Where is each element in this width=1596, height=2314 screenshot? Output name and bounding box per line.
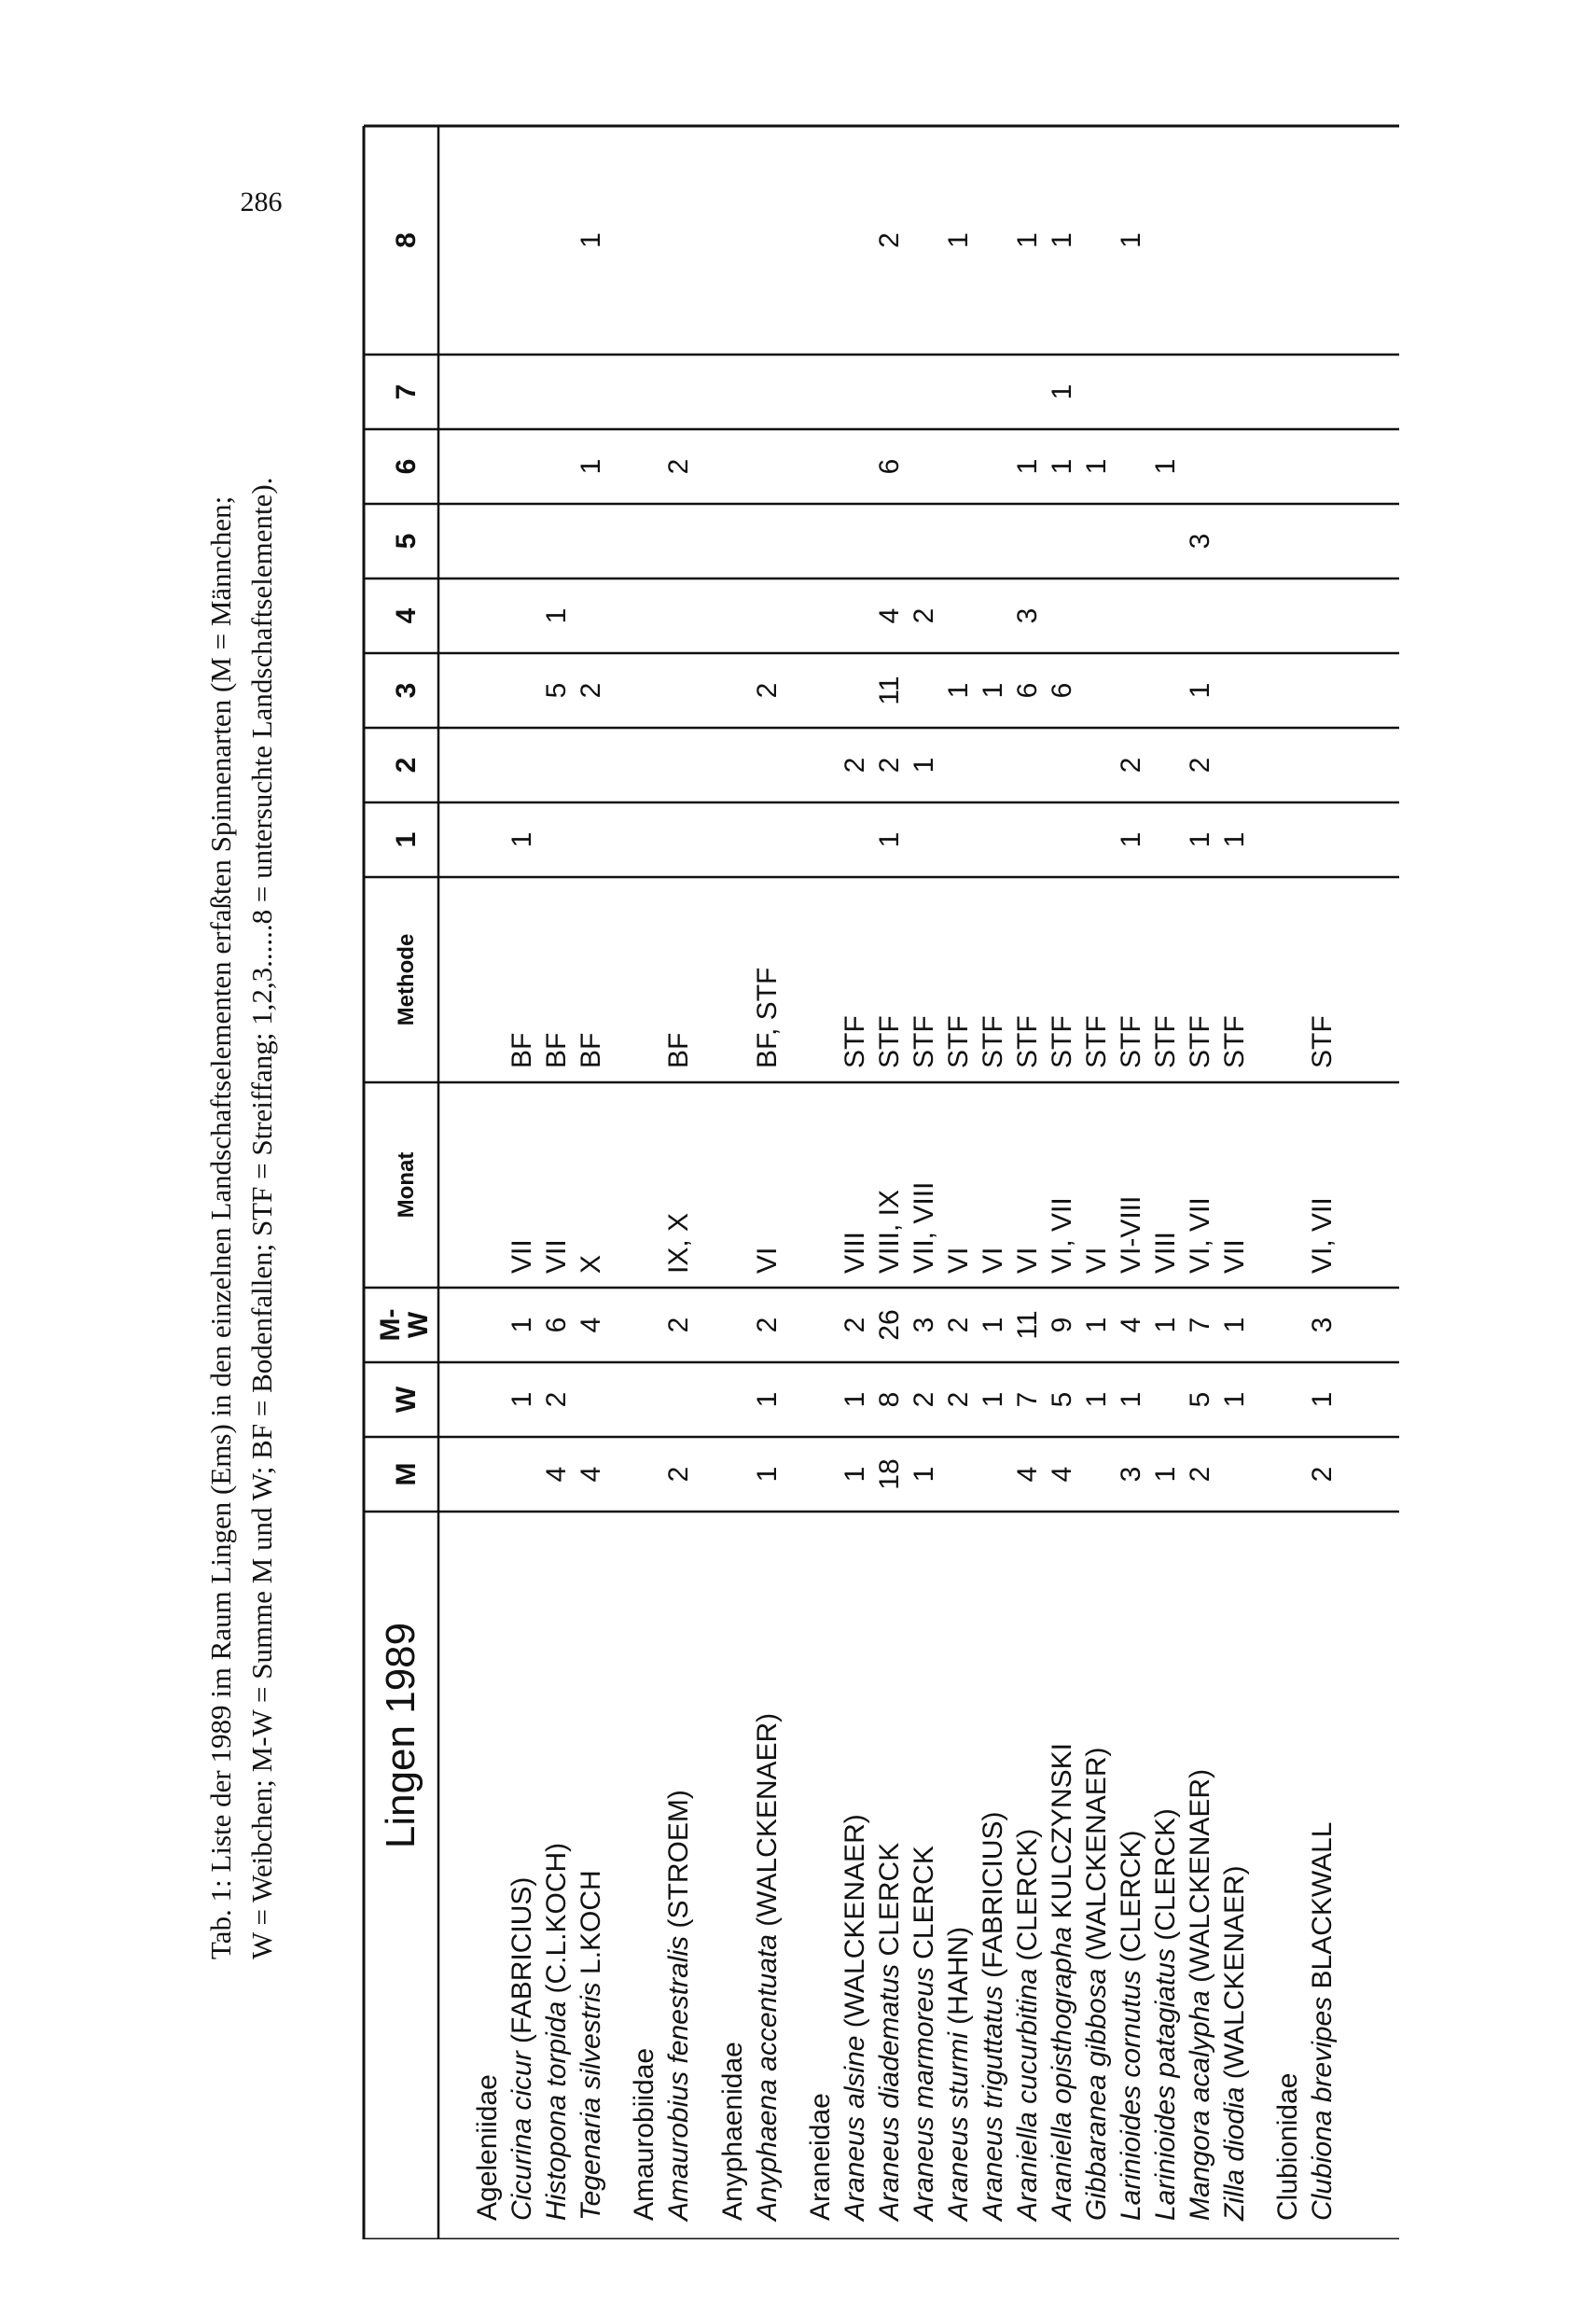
row-3-10-monat: VI, VII: [1185, 1197, 1216, 1274]
row-3-2-w: 2: [909, 1391, 940, 1408]
row-3-6-site-3: 6: [1047, 682, 1078, 699]
row-3-4-genus: Araneus triguttatus: [978, 1986, 1009, 2221]
row-0-2-genus: Tegenaria silvestris: [576, 1982, 606, 2221]
row-3-11-author: (WALCKENAER): [1219, 1865, 1251, 2080]
row-0-0-author: (FABRICIUS): [507, 1876, 537, 2043]
row-2-0-methode: BF, STF: [751, 967, 783, 1068]
row-3-5-site-3: 6: [1012, 682, 1044, 699]
row-3-3-genus: Araneus sturmi: [943, 2032, 975, 2221]
row-3-7-w: 1: [1081, 1391, 1113, 1408]
row-3-0-m: 1: [840, 1466, 871, 1483]
row-3-0-w: 1: [840, 1391, 871, 1408]
row-0-1-m: 4: [541, 1466, 572, 1483]
row-3-3-author: (HAHN): [943, 1926, 975, 2025]
header-col-4: Methode: [394, 933, 419, 1026]
row-1-0-author: (STROEM): [663, 1790, 695, 1929]
page-number: 286: [240, 187, 283, 217]
rotated-page: [0, 93, 1399, 2239]
row-3-8-w: 1: [1116, 1391, 1147, 1408]
row-3-10-methode: STF: [1185, 1015, 1216, 1068]
row-1-0-monat: IX, X: [663, 1212, 695, 1274]
row-0-2-author: L.KOCH: [576, 1870, 606, 1974]
row-3-6-monat: VI, VII: [1047, 1197, 1078, 1274]
row-3-4-author: (FABRICIUS): [978, 1811, 1009, 1978]
row-1-0-methode: BF: [663, 1032, 695, 1068]
row-3-4-mw: 1: [978, 1317, 1009, 1333]
header-col-9: 5: [391, 533, 422, 550]
header-col-5: 1: [391, 831, 422, 848]
row-0-2-species: [575, 1870, 608, 2221]
row-3-3-species: [942, 1927, 976, 2221]
row-0-0-monat: VII: [507, 1239, 537, 1274]
row-3-9-monat: VIII: [1150, 1231, 1182, 1274]
row-3-8-methode: STF: [1116, 1015, 1147, 1068]
row-0-1-w: 2: [541, 1391, 572, 1408]
header-col-8: 4: [391, 607, 422, 624]
header-col-0: M: [391, 1462, 422, 1486]
row-3-10-m: 2: [1185, 1466, 1216, 1483]
row-3-8-site-2: 2: [1116, 757, 1147, 774]
row-3-3-site-3: 1: [943, 682, 975, 699]
row-3-0-mw: 2: [840, 1317, 871, 1333]
row-1-0-m: 2: [663, 1466, 695, 1483]
row-4-0-mw: 3: [1307, 1317, 1339, 1333]
row-3-4-methode: STF: [978, 1015, 1009, 1068]
row-0-0-w: 1: [507, 1391, 537, 1408]
row-3-9-species: [1149, 1808, 1183, 2221]
row-3-7-species: [1080, 1748, 1114, 2221]
row-3-11-genus: Zilla diodia: [1219, 2086, 1251, 2221]
row-3-6-author: KULCZYNSKI: [1047, 1743, 1078, 1919]
row-3-1-m: 18: [874, 1458, 906, 1490]
row-3-11-mw: 1: [1219, 1317, 1251, 1333]
row-3-1-species: [873, 1843, 907, 2221]
row-3-11-site-1: 1: [1219, 831, 1251, 848]
row-2-0-w: 1: [751, 1391, 783, 1408]
row-3-2-mw: 3: [909, 1317, 940, 1333]
row-3-2-site-2: 1: [909, 757, 940, 774]
row-0-2-site-6: 1: [576, 458, 606, 475]
row-3-9-methode: STF: [1150, 1015, 1182, 1068]
row-0-1-site-3: 5: [541, 682, 572, 699]
row-3-1-w: 8: [874, 1391, 906, 1408]
row-3-3-methode: STF: [943, 1015, 975, 1068]
row-3-9-mw: 1: [1150, 1317, 1182, 1333]
row-3-8-mw: 4: [1116, 1317, 1147, 1333]
row-3-10-site-5: 3: [1185, 533, 1216, 550]
row-3-3-monat: VI: [943, 1247, 975, 1274]
header-col-2: M-W: [375, 1308, 434, 1342]
header-col-12: 8: [391, 232, 422, 248]
row-3-7-mw: 1: [1081, 1317, 1113, 1333]
row-3-5-monat: VI: [1012, 1247, 1044, 1274]
row-3-9-site-6: 1: [1150, 458, 1182, 475]
family-4: Clubionidae: [1272, 2072, 1304, 2221]
header-col-11: 7: [391, 383, 422, 400]
row-0-1-species: [540, 1843, 574, 2221]
row-3-5-genus: Araniella cucurbitina: [1012, 1968, 1044, 2221]
row-3-10-genus: Mangora acalypha: [1185, 1990, 1216, 2221]
row-4-0-monat: VI, VII: [1307, 1197, 1339, 1274]
caption-line-1: Tab. 1: Liste der 1989 im Raum Lingen (Ems) in den einzelnen Landschaftselementen erfaßten Spinnenarten (M = Männchen;: [204, 495, 237, 1959]
row-3-1-genus: Araneus diadematus: [874, 1963, 906, 2221]
family-1: Amaurobiidae: [629, 2047, 660, 2221]
row-3-8-site-8: 1: [1116, 232, 1147, 248]
row-3-6-methode: STF: [1047, 1015, 1078, 1068]
row-3-2-author: CLERCK: [909, 1846, 940, 1959]
row-3-5-methode: STF: [1012, 1015, 1044, 1068]
row-3-1-site-2: 2: [874, 757, 906, 774]
row-3-10-w: 5: [1185, 1391, 1216, 1408]
row-3-0-monat: VIII: [840, 1231, 871, 1274]
header-col-1: W: [391, 1386, 422, 1414]
row-3-4-monat: VI: [978, 1247, 1009, 1274]
row-3-6-site-8: 1: [1047, 232, 1078, 248]
row-3-5-m: 4: [1012, 1466, 1044, 1483]
row-0-1-methode: BF: [541, 1032, 572, 1068]
row-4-0-w: 1: [1307, 1391, 1339, 1408]
row-3-8-genus: Larinioides cornutus: [1116, 1970, 1147, 2221]
family-2: Anyphaenidae: [716, 2042, 748, 2221]
row-3-9-genus: Larinioides patagiatus: [1150, 1948, 1182, 2221]
row-0-2-m: 4: [576, 1466, 606, 1483]
row-3-0-methode: STF: [840, 1015, 871, 1068]
row-0-1-mw: 6: [541, 1317, 572, 1333]
row-0-0-site-1: 1: [507, 831, 537, 848]
row-3-1-author: CLERCK: [874, 1842, 906, 1957]
row-3-7-author: (WALCKENAER): [1081, 1747, 1113, 1961]
row-3-5-species: [1011, 1829, 1045, 2221]
row-3-10-site-3: 1: [1185, 682, 1216, 699]
row-3-10-site-1: 1: [1185, 831, 1216, 848]
row-1-0-species: [662, 1790, 696, 2221]
row-0-1-site-4: 1: [541, 607, 572, 624]
row-3-6-site-7: 1: [1047, 383, 1078, 400]
row-0-2-monat: X: [576, 1254, 606, 1274]
row-3-11-methode: STF: [1219, 1015, 1251, 1068]
family-3: Araneidae: [805, 2093, 837, 2221]
family-0: Ageleniidae: [472, 2074, 503, 2221]
row-3-5-site-4: 3: [1012, 607, 1044, 624]
row-4-0-author: BLACKWALL: [1307, 1821, 1339, 1989]
row-3-3-site-8: 1: [943, 232, 975, 248]
row-3-1-mw: 26: [874, 1309, 906, 1341]
row-3-8-species: [1115, 1830, 1148, 2221]
row-3-1-site-3: 11: [874, 676, 906, 705]
row-3-10-mw: 7: [1185, 1317, 1216, 1333]
row-3-2-monat: VII, VIII: [909, 1181, 940, 1274]
row-3-6-m: 4: [1047, 1466, 1078, 1483]
row-3-2-genus: Araneus marmoreus: [909, 1967, 940, 2221]
row-1-0-mw: 2: [663, 1317, 695, 1333]
row-2-0-species: [751, 1713, 784, 2221]
row-3-2-site-4: 2: [909, 607, 940, 624]
row-3-2-species: [908, 1846, 941, 2221]
table-title: Lingen 1989: [378, 1622, 423, 1849]
row-3-1-monat: VIII, IX: [874, 1189, 906, 1274]
row-1-0-site-6: 2: [663, 458, 695, 475]
row-0-1-author: (C.L.KOCH): [541, 1842, 572, 1994]
row-0-1-genus: Histopona torpida: [541, 2000, 572, 2221]
row-3-5-mw: 11: [1012, 1310, 1044, 1340]
row-1-0-genus: Amaurobius fenestralis: [663, 1935, 695, 2221]
row-2-0-genus: Anyphaena accentuata: [751, 1934, 783, 2221]
row-3-2-m: 1: [909, 1466, 940, 1483]
row-3-10-author: (WALCKENAER): [1185, 1768, 1216, 1983]
row-3-3-mw: 2: [943, 1317, 975, 1333]
row-3-5-site-8: 1: [1012, 232, 1044, 248]
row-3-11-w: 1: [1219, 1391, 1251, 1408]
row-3-11-species: [1218, 1865, 1252, 2221]
row-3-10-site-2: 2: [1185, 757, 1216, 774]
row-3-1-methode: STF: [874, 1015, 906, 1068]
row-3-8-site-1: 1: [1116, 831, 1147, 848]
row-3-1-site-6: 6: [874, 458, 906, 475]
row-3-7-methode: STF: [1081, 1015, 1113, 1068]
row-4-0-species: [1306, 1822, 1339, 2221]
row-3-7-genus: Gibbaranea gibbosa: [1081, 1968, 1113, 2221]
row-3-11-monat: VII: [1219, 1239, 1251, 1274]
row-2-0-mw: 2: [751, 1317, 783, 1333]
row-0-0-methode: BF: [507, 1032, 537, 1068]
row-3-9-author: (CLERCK): [1150, 1808, 1182, 1941]
row-3-7-site-6: 1: [1081, 458, 1113, 475]
row-3-8-monat: VI-VIII: [1116, 1195, 1147, 1274]
row-3-0-site-2: 2: [840, 757, 871, 774]
row-3-7-monat: VI: [1081, 1247, 1113, 1274]
row-2-0-monat: VI: [751, 1247, 783, 1274]
header-col-7: 3: [391, 682, 422, 699]
row-2-0-author: (WALCKENAER): [751, 1712, 783, 1927]
row-3-6-mw: 9: [1047, 1317, 1078, 1333]
header-col-10: 6: [391, 458, 422, 475]
row-0-2-site-3: 2: [576, 682, 606, 699]
row-0-2-mw: 4: [576, 1317, 606, 1333]
row-3-10-species: [1184, 1769, 1217, 2221]
row-3-3-w: 2: [943, 1391, 975, 1408]
row-0-0-genus: Cicurina cicur: [507, 2051, 537, 2221]
row-3-0-author: (WALCKENAER): [840, 1814, 871, 2028]
row-3-0-species: [839, 1814, 872, 2221]
row-4-0-genus: Clubiona brevipes: [1307, 1996, 1339, 2221]
row-3-5-author: (CLERCK): [1012, 1828, 1044, 1961]
row-3-1-site-4: 4: [874, 607, 906, 624]
row-3-2-methode: STF: [909, 1015, 940, 1068]
row-3-4-site-3: 1: [978, 682, 1009, 699]
row-3-0-genus: Araneus alsine: [840, 2035, 871, 2221]
row-3-8-m: 3: [1116, 1466, 1147, 1483]
row-3-6-species: [1046, 1743, 1079, 2221]
header-col-6: 2: [391, 757, 422, 774]
row-3-8-author: (CLERCK): [1116, 1830, 1147, 1963]
row-3-6-genus: Araniella opisthographa: [1047, 1926, 1078, 2221]
row-2-0-site-3: 2: [751, 682, 783, 699]
row-0-2-site-8: 1: [576, 232, 606, 248]
row-3-6-site-6: 1: [1047, 458, 1078, 475]
row-0-1-monat: VII: [541, 1239, 572, 1274]
row-3-5-w: 7: [1012, 1391, 1044, 1408]
row-3-1-site-8: 2: [874, 232, 906, 248]
row-3-5-site-6: 1: [1012, 458, 1044, 475]
row-0-0-mw: 1: [507, 1317, 537, 1333]
row-4-0-methode: STF: [1307, 1015, 1339, 1068]
row-3-6-w: 5: [1047, 1391, 1078, 1408]
row-2-0-m: 1: [751, 1466, 783, 1483]
row-3-1-site-1: 1: [874, 831, 906, 848]
row-3-4-w: 1: [978, 1391, 1009, 1408]
row-3-4-species: [977, 1811, 1010, 2221]
caption-line-2: W = Weibchen; M-W = Summe M und W; BF = Bodenfallen; STF = Streiffang; 1,2,3......8 = untersuchte Landschaftselemente).: [245, 477, 278, 1959]
row-3-9-m: 1: [1150, 1466, 1182, 1483]
header-col-3: Monat: [394, 1151, 419, 1219]
row-0-2-methode: BF: [576, 1032, 606, 1068]
row-4-0-m: 2: [1307, 1466, 1339, 1483]
row-0-0-species: [506, 1877, 539, 2221]
